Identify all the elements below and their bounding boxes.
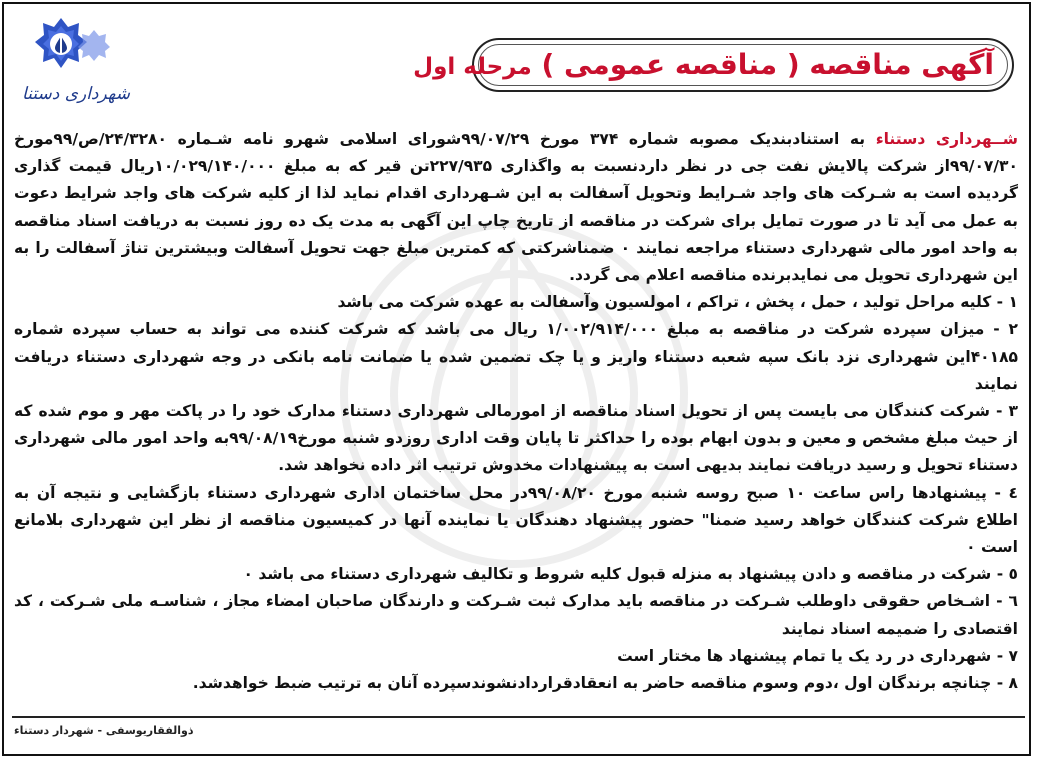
list-item: ۳ - شرکت کنندگان می بایست پس از تحویل اسناد مناقصه از امورمالی شهرداری دستناء مدارک خود را در پاکت مهر و موم شده که از حیث مبلغ مشخص و معین و بدون ابهام بوده را حداکثر تا پایان وقت اداری روزدو شنبه مورخ۹۹/۰۸/۱۹به واحد امور مالی شهرداری دستناء تحویل و رسید دریافت نمایند بدیهی است به پیشنهادات مخدوش ترتیب اثر داده نخواهد شد. [14, 402, 1018, 475]
footer-divider [12, 716, 1025, 718]
notice-title [413, 48, 994, 81]
list-item: ۲ - میزان سپرده شرکت در مناقصه به مبلغ ۱/۰۰۲/۹۱۴/۰۰۰ ریال می باشد که شرکت کننده می تواند به حساب سپرده شماره ۴۰۱۸۵این شهرداری نزد بانک سپه شعبه دستناء واریز و یا چک تضمین شده یا ضمانت نامه بانکی در وجه شهرداری دستناء دریافت نمایند [14, 320, 1018, 393]
list-item: ۷ - شهرداری در رد یک یا تمام پیشنهاد ها مختار است [617, 646, 1018, 665]
title-main: آگهی مناقصه ( مناقصه عمومی ) [541, 48, 994, 81]
title-box [413, 38, 1014, 92]
list-item: ۸ - چنانچه برندگان اول ،دوم وسوم مناقصه حاضر به انعقادقراردادنشوندسپرده آنان به ترتیب ضبط خواهدشد. [192, 674, 1018, 693]
list-item: ٥ - شرکت در مناقصه و دادن پیشنهاد به منزله قبول کلیه شروط و تکالیف شهرداری دستناء می باشد ۰ [243, 565, 1018, 584]
list-item: ٤ - پیشنهادها راس ساعت ۱۰ صبح روسه شنبه مورخ ۹۹/۰۸/۲۰در محل ساختمان اداری شهرداری دستناء بازگشایی و نتیجه آن به اطلاع شرکت کنندگان خواهد رسید ضمنا" حضور پیشنهاد دهندگان یا نماینده آنها در کمیسیون مناقصه از نظر این شهرداری بلامانع است ۰ [14, 483, 1018, 557]
signer-name: ذوالفقاریوسفی - شهردار دستناء [14, 724, 194, 737]
notice-frame [2, 2, 1031, 756]
logo-caption: شهرداری دستنا [22, 84, 130, 104]
title-phase: مرحله اول [413, 54, 532, 80]
municipality-logo [16, 12, 136, 112]
intro-text: به استنادبندیک مصوبه شماره ۳۷۴ مورخ ۹۹/۰۷/۲۹شورای اسلامی شهرو نامه شـماره ۲۴/۳۲۸۰/ص/۹۹مورخ ۹۹/۰۷/۳۰از شرکت پالایش نفت جی در نظر داردنسبت به واگذاری ۲۲۷/۹۳۵تن قیر که به مبلغ ۱۰/۰۲۹/۱۴۰/۰۰۰ریال قیمت گذاری گردیده است به شـرکت های واجد شـرایط وتحویل آسفالت به این شـهرداری اقدام نماید لذا از کلیه شرکت های واجد شرایط دعوت به عمل می آید تا در صورت تمایل برای شرکت در مناقصه از تاریخ چاپ این آگهی به مدت یک ده روز نسبت به دریافت اسناد مناقصه به واحد امور مالی شهرداری دستناء مراجعه نمایند ۰ ضمناشرکتی که کمترین مبلغ جهت تحویل آسفالت وبیشترین تناژ آسفالت را به این شهرداری تحویل می نمایدبرنده مناقصه اعلام می گردد. [14, 130, 1018, 285]
notice-header [4, 4, 1033, 122]
intro-paragraph [14, 126, 1018, 289]
lead-municipality: شــهرداری دستناء [875, 130, 1018, 148]
notice-body [14, 126, 1018, 697]
list-item: ٦ - اشـخاص حقوقی داوطلب شـرکت در مناقصه باید مدارک ثبت شـرکت و دارندگان صاحبان امضاء مجاز ، شناسـه ملی شـرکت ، کد اقتصادی را ضمیمه اسناد نمایند [14, 592, 1018, 638]
list-item: ۱ - کلیه مراحل تولید ، حمل ، پخش ، تراکم ، امولسیون وآسفالت به عهده شرکت می باشد [337, 293, 1018, 312]
